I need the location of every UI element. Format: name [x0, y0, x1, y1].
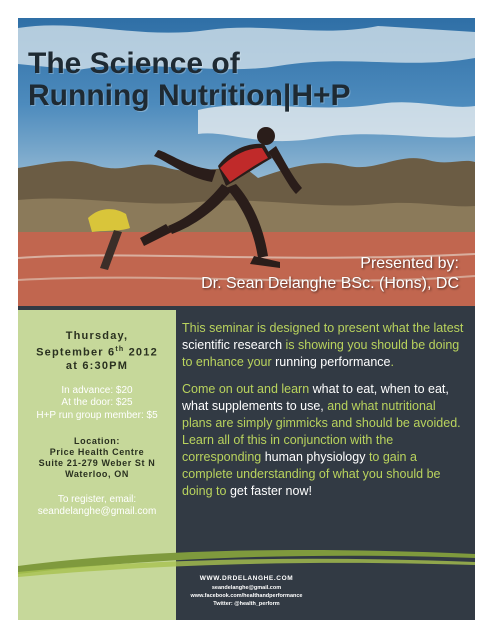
description-panel: [182, 320, 467, 510]
seminar-poster: [18, 18, 475, 620]
footer-facebook[interactable]: www.facebook.com/healthandperformance: [190, 593, 303, 599]
location-label: Location:: [74, 436, 120, 447]
footer-website[interactable]: WWW.DRDELANGHE.COM: [199, 575, 294, 582]
register-email[interactable]: seandelanghe@gmail.com: [37, 506, 157, 518]
date-suffix: th: [115, 346, 125, 353]
date-prefix: September 6: [36, 346, 116, 359]
presenter-block: [201, 254, 459, 294]
title-line-2: Running Nutrition|H+P: [28, 79, 351, 112]
hero-image: [18, 18, 475, 306]
date-year: 2012: [124, 346, 158, 359]
presented-by-label: Presented by:: [360, 255, 459, 272]
location-name: Price Health Centre: [49, 447, 145, 458]
location-city: Waterloo, ON: [65, 469, 129, 480]
location-address: Suite 21-279 Weber St N: [38, 458, 156, 469]
register-label: To register, email:: [57, 494, 137, 506]
location-block: [18, 436, 176, 480]
description-paragraph-1: This seminar is designed to present what the latest scientific research is showing you should be doing to enhance your running performance.: [182, 321, 464, 369]
poster-title: [28, 48, 351, 112]
decorative-swoosh: [18, 544, 475, 578]
description-paragraph-2: Come on out and learn what to eat, when to eat, what supplements to use, and what nutritional plans are simply gimmicks and should be avoided. Learn all of this in conjunction with the corresponding human physiology to gain a complete understanding of what you should be doing to get faster now!: [182, 382, 461, 498]
footer-contact: [18, 574, 475, 608]
event-time: at 6:30PM: [65, 359, 129, 372]
event-date-line: [18, 343, 176, 360]
price-door: At the door: $25: [61, 397, 133, 409]
presenter-name: Dr. Sean Delanghe BSc. (Hons), DC: [201, 275, 459, 292]
register-block: [18, 494, 176, 518]
price-advance: In advance: $20: [61, 384, 133, 396]
footer-twitter[interactable]: Twitter: @health_perform: [213, 601, 280, 607]
title-line-1: The Science of: [28, 47, 240, 80]
pricing: [18, 385, 176, 423]
event-date: [18, 330, 176, 373]
footer-email[interactable]: seandelanghe@gmail.com: [211, 585, 282, 591]
price-member: H+P run group member: $5: [36, 409, 158, 421]
event-day: Thursday,: [65, 330, 129, 342]
